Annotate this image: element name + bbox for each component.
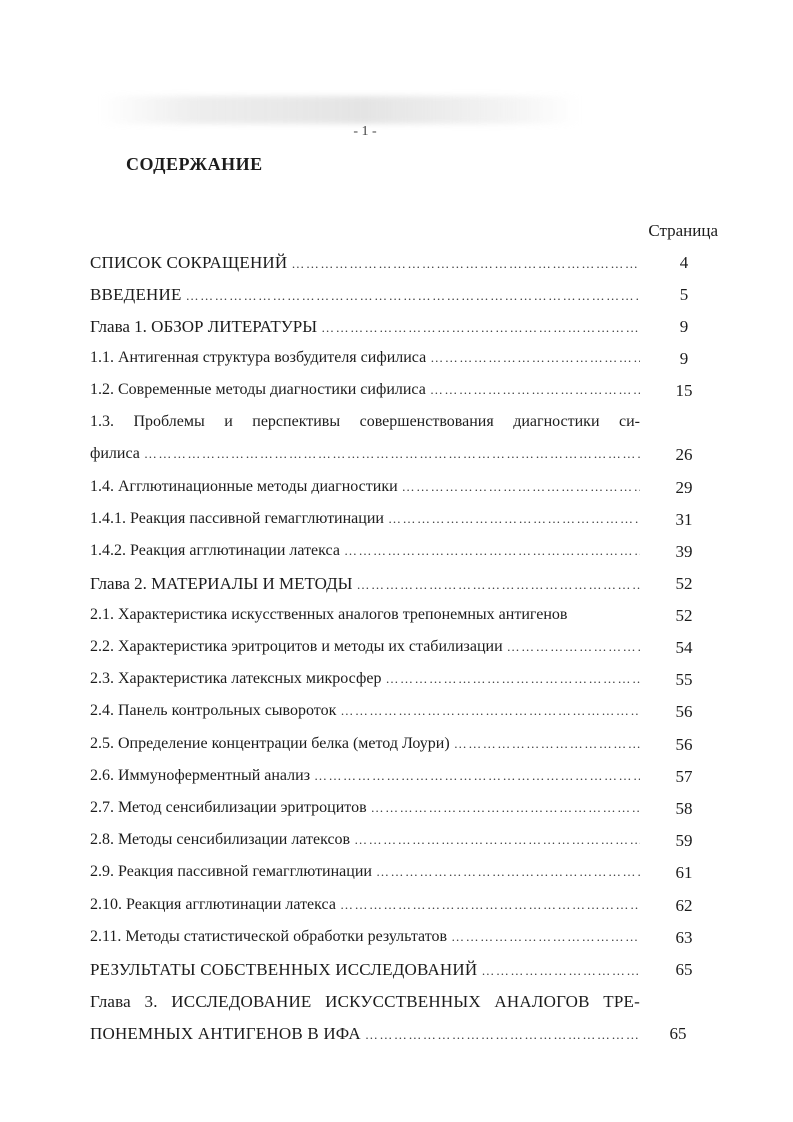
toc-entry-introduction [90,285,640,307]
toc-entry-text: 2.10. Реакция агглютинации латекса [90,896,336,913]
dot-leader [365,1027,640,1043]
dot-leader [430,350,640,366]
dot-leader [354,832,640,848]
toc-entry-text: 2.4. Панель контрольных сывороток [90,702,337,719]
toc-entry-chapter-2 [90,574,640,596]
dot-leader [344,543,640,559]
dot-leader [291,256,640,272]
toc-entry-text: ПОНЕМНЫХ АНТИГЕНОВ В ИФА [90,1024,361,1043]
toc-page-number: 39 [675,542,693,561]
dot-leader [402,479,640,495]
toc-entry-text: 2.8. Методы сенсибилизации латексов [90,831,351,848]
toc-page-number: 9 [679,317,689,336]
dot-leader [430,382,640,398]
toc-entry-text: 2.3. Характеристика латексных микросфер [90,670,382,687]
dot-leader [186,288,640,304]
toc-entry-section-2-11 [90,928,640,950]
dot-leader [507,639,640,655]
toc-entry-text: филиса [90,445,140,462]
toc-page-number: 52 [675,606,693,625]
toc-entry-section-1-2 [90,381,640,403]
dot-leader [371,800,640,816]
toc-entry-section-2-7 [90,799,640,821]
dot-leader [314,768,640,784]
toc-page-number: 62 [675,896,693,915]
toc-page-number: 61 [675,863,693,882]
toc-entry-text: Глава 2. МАТЕРИАЛЫ И МЕТОДЫ [90,574,353,593]
toc-page-number: 54 [675,638,693,657]
dot-leader [340,703,640,719]
toc-page-number: 57 [675,767,693,786]
toc-entry-section-2-10 [90,896,640,918]
page-title: СОДЕРЖАНИЕ [126,154,263,174]
toc-entry-section-1-4-1 [90,510,640,532]
toc-entry-text: 2.6. Иммуноферментный анализ [90,767,311,784]
toc-entry-text: СПИСОК СОКРАЩЕНИЙ [90,253,288,272]
toc-entry-text: 1.3. Проблемы и перспективы совершенствования диагностики си- [90,413,640,430]
dot-leader [454,736,640,752]
toc-entry-section-2-4 [90,702,640,724]
toc-page-number: 65 [669,1024,687,1043]
toc-entry-section-2-2 [90,638,640,660]
toc-entry-text: 1.1. Антигенная структура возбудителя сифилиса [90,349,427,366]
dot-leader [481,963,640,979]
page-column-header: Страница [648,221,718,240]
toc-page-number: 63 [675,928,693,947]
toc-entry-section-2-5 [90,735,640,757]
toc-entry-text: 1.4.2. Реакция агглютинации латекса [90,542,340,559]
toc-entry-section-2-1 [90,606,640,628]
dot-leader [451,929,640,945]
toc-entry-text: 1.2. Современные методы диагностики сифилиса [90,381,426,398]
toc-page-number: 55 [675,670,693,689]
dot-leader [357,577,641,593]
toc-entry-text: 2.7. Метод сенсибилизации эритроцитов [90,799,367,816]
toc-entry-section-2-8 [90,831,640,853]
toc-entry-chapter-3 [90,992,640,1014]
toc-entry-text: 2.2. Характеристика эритроцитов и методы их стабилизации [90,638,503,655]
toc-page-number: 29 [675,478,693,497]
toc-page-number: 4 [679,253,689,272]
toc-entry-section-1-3-cont [90,445,640,467]
toc-entry-section-2-3 [90,670,640,692]
toc-entry-section-1-3 [90,413,640,435]
toc-page-number: 56 [675,702,693,721]
toc-entry-section-1-4-2 [90,542,640,564]
toc-entry-section-2-6 [90,767,640,789]
toc-entry-abbreviations [90,253,640,275]
dot-leader [388,511,640,527]
toc-page-number: 58 [675,799,693,818]
toc-entry-section-2-9 [90,863,640,885]
toc-page-number: 5 [679,285,689,304]
dot-leader [385,671,640,687]
toc-entry-results [90,960,640,982]
toc-entry-text: Глава 1. ОБЗОР ЛИТЕРАТУРЫ [90,317,318,336]
page-number: - 1 - [353,124,377,139]
toc-entry-text: ВВЕДЕНИЕ [90,285,182,304]
toc-entry-text: 2.1. Характеристика искусственных аналогов трепонемных антигенов [90,606,568,623]
toc-entry-text: 1.4. Агглютинационные методы диагностики [90,478,398,495]
toc-entry-chapter-3-cont [90,1024,640,1046]
toc-entry-text: 2.11. Методы статистической обработки результатов [90,928,448,945]
toc-entry-text: 2.9. Реакция пассивной гемагглютинации [90,863,372,880]
toc-entry-section-1-4 [90,478,640,500]
dot-leader [321,320,640,336]
dot-leader [144,446,640,462]
toc-page-number: 52 [675,574,693,593]
toc-page-number: 56 [675,735,693,754]
toc-page-number: 59 [675,831,693,850]
toc-entry-text: 2.5. Определение концентрации белка (метод Лоури) [90,735,450,752]
dot-leader [376,864,640,880]
toc-entry-section-1-1 [90,349,640,371]
toc-entry-text: Глава 3. ИССЛЕДОВАНИЕ ИСКУССТВЕННЫХ АНАЛОГОВ ТРЕ- [90,992,640,1011]
toc-page-number: 15 [675,381,693,400]
toc-entry-text: РЕЗУЛЬТАТЫ СОБСТВЕННЫХ ИССЛЕДОВАНИЙ [90,960,478,979]
toc-page-number: 65 [675,960,693,979]
toc-page-number: 31 [675,510,693,529]
dot-leader [340,897,640,913]
toc-page-number: 26 [675,445,693,464]
toc-entry-text: 1.4.1. Реакция пассивной гемагглютинации [90,510,384,527]
toc-page-number: 9 [679,349,689,368]
toc-entry-chapter-1 [90,317,640,339]
